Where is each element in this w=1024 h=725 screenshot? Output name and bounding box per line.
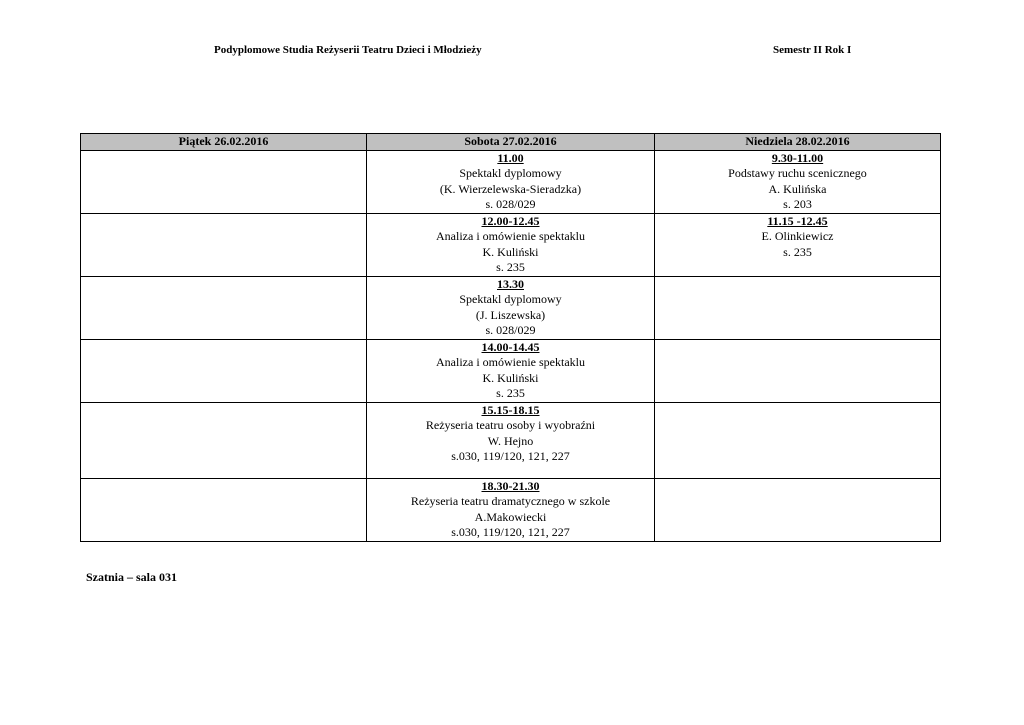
session-room: s.030, 119/120, 121, 227 [451, 449, 570, 463]
page-header-title: Podyplomowe Studia Reżyserii Teatru Dzieci i Młodzieży [214, 44, 482, 56]
session-person: A.Makowiecki [474, 509, 547, 524]
friday-cell [81, 276, 367, 339]
session-title: Spektakl dyplomowy [459, 292, 562, 306]
session-person: (K. Wierzelewska-Sieradzka) [439, 181, 582, 196]
friday-cell [81, 213, 367, 276]
friday-cell [81, 339, 367, 402]
sunday-cell [655, 276, 941, 339]
friday-cell [81, 150, 367, 213]
session-time: 18.30-21.30 [481, 478, 540, 493]
sunday-cell [655, 213, 941, 276]
session-person: E. Olinkiewicz [761, 229, 834, 243]
session-title: Reżyseria teatru dramatycznego w szkole [410, 494, 611, 508]
session-time: 12.00-12.45 [481, 213, 540, 228]
friday-cell [81, 478, 367, 541]
session-person: W. Hejno [487, 433, 534, 448]
session-time: 14.00-14.45 [481, 339, 540, 354]
sunday-cell [655, 478, 941, 541]
column-header-sunday: Niedziela 28.02.2016 [655, 134, 941, 151]
session-person: K. Kuliński [482, 244, 539, 259]
session-time: 15.15-18.15 [481, 402, 540, 417]
session-title: Analiza i omówienie spektaklu [436, 355, 585, 369]
saturday-cell [367, 213, 655, 276]
saturday-cell [367, 150, 655, 213]
session-person: A. Kulińska [768, 181, 827, 196]
schedule-table [80, 133, 941, 542]
session-room: s.030, 119/120, 121, 227 [451, 525, 570, 539]
sunday-cell [655, 339, 941, 402]
saturday-cell [367, 478, 655, 541]
session-person: (J. Liszewska) [475, 307, 546, 322]
table-row [81, 339, 941, 402]
saturday-cell [367, 402, 655, 478]
table-header-row [81, 134, 941, 151]
session-room: s. 203 [783, 197, 812, 211]
table-row [81, 150, 941, 213]
friday-cell [81, 402, 367, 478]
session-time: 11.00 [497, 150, 524, 165]
column-header-friday: Piątek 26.02.2016 [81, 134, 367, 151]
session-time: 11.15 -12.45 [767, 213, 828, 228]
session-room: s. 235 [496, 386, 525, 400]
session-room: s. 028/029 [485, 323, 536, 337]
table-row [81, 478, 941, 541]
session-room: s. 235 [496, 260, 525, 274]
session-time: 9.30-11.00 [771, 150, 824, 165]
saturday-cell [367, 339, 655, 402]
sunday-cell [655, 150, 941, 213]
table-row [81, 213, 941, 276]
session-title: Podstawy ruchu scenicznego [728, 166, 867, 180]
saturday-cell [367, 276, 655, 339]
session-title: Analiza i omówienie spektaklu [436, 229, 585, 243]
session-title: Spektakl dyplomowy [459, 166, 562, 180]
sunday-cell [655, 402, 941, 478]
session-person: K. Kuliński [482, 370, 539, 385]
cloakroom-note: Szatnia – sala 031 [86, 570, 178, 584]
column-header-saturday: Sobota 27.02.2016 [367, 134, 655, 151]
table-row [81, 276, 941, 339]
table-row [81, 402, 941, 478]
session-room: s. 235 [783, 244, 812, 259]
session-title: Reżyseria teatru osoby i wyobraźni [425, 418, 596, 432]
page-header-semester: Semestr II Rok I [773, 44, 852, 56]
session-time: 13.30 [497, 276, 524, 291]
session-room: s. 028/029 [485, 197, 536, 211]
